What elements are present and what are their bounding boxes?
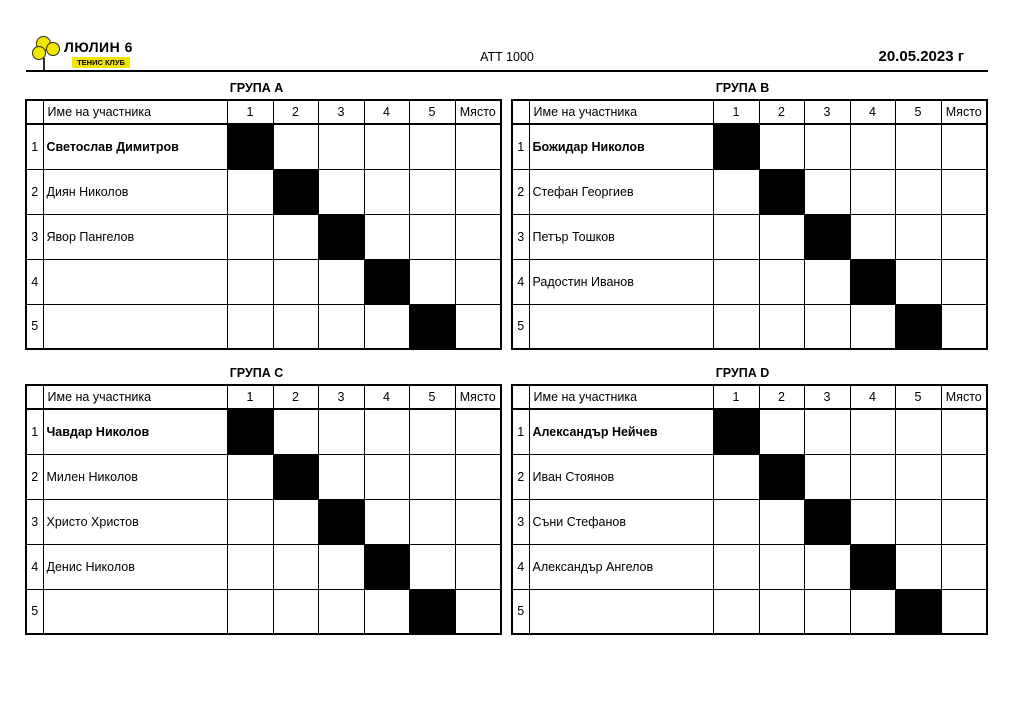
score-cell[interactable] xyxy=(364,409,409,454)
table-row xyxy=(512,214,987,259)
score-cell[interactable] xyxy=(364,124,409,169)
blocked-cell xyxy=(713,124,759,169)
score-cell[interactable] xyxy=(850,499,895,544)
score-cell[interactable] xyxy=(227,454,273,499)
table-row xyxy=(512,409,987,454)
player-name[interactable]: Христо Христов xyxy=(43,499,227,544)
player-name[interactable]: Иван Стоянов xyxy=(529,454,713,499)
player-name[interactable]: Александър Нейчев xyxy=(529,409,713,454)
score-cell[interactable] xyxy=(804,409,850,454)
player-number: 5 xyxy=(512,589,529,634)
score-cell[interactable] xyxy=(804,544,850,589)
score-cell[interactable] xyxy=(895,259,941,304)
score-cell[interactable] xyxy=(364,214,409,259)
blocked-cell xyxy=(273,169,318,214)
score-cell[interactable] xyxy=(713,259,759,304)
player-name[interactable] xyxy=(529,589,713,634)
place-cell[interactable] xyxy=(455,259,501,304)
place-cell[interactable] xyxy=(455,454,501,499)
score-cell[interactable] xyxy=(713,454,759,499)
blocked-cell xyxy=(804,214,850,259)
header-cell-place: Място xyxy=(455,385,501,409)
player-number: 1 xyxy=(26,124,43,169)
player-name[interactable] xyxy=(43,259,227,304)
score-cell[interactable] xyxy=(318,169,364,214)
score-cell[interactable] xyxy=(409,169,455,214)
group-title: ГРУПА В xyxy=(715,81,770,95)
score-cell[interactable] xyxy=(759,259,804,304)
score-cell[interactable] xyxy=(364,499,409,544)
event-date: 20.05.2023 г xyxy=(878,48,964,65)
score-cell[interactable] xyxy=(804,589,850,634)
player-name[interactable]: Съни Стефанов xyxy=(529,499,713,544)
score-cell[interactable] xyxy=(713,544,759,589)
score-cell[interactable] xyxy=(895,454,941,499)
player-number: 1 xyxy=(26,409,43,454)
score-cell[interactable] xyxy=(759,409,804,454)
logo-name: ЛЮЛИН 6 xyxy=(64,39,133,55)
header-cell-num xyxy=(512,100,529,124)
score-cell[interactable] xyxy=(850,454,895,499)
blocked-cell xyxy=(227,124,273,169)
table-row xyxy=(512,454,987,499)
table-row xyxy=(26,124,501,169)
player-name[interactable]: Светослав Димитров xyxy=(43,124,227,169)
blocked-cell xyxy=(759,169,804,214)
place-cell[interactable] xyxy=(455,409,501,454)
header-cell-name: Име на участника xyxy=(43,385,227,409)
score-cell[interactable] xyxy=(759,589,804,634)
score-cell[interactable] xyxy=(409,124,455,169)
header-cell-5: 5 xyxy=(895,385,941,409)
score-cell[interactable] xyxy=(850,589,895,634)
place-cell[interactable] xyxy=(941,259,987,304)
score-cell[interactable] xyxy=(713,499,759,544)
player-name[interactable]: Диян Николов xyxy=(43,169,227,214)
score-cell[interactable] xyxy=(850,304,895,349)
page-header xyxy=(26,36,988,72)
score-cell[interactable] xyxy=(318,259,364,304)
blocked-cell xyxy=(804,499,850,544)
player-number: 2 xyxy=(26,454,43,499)
score-cell[interactable] xyxy=(895,544,941,589)
blocked-cell xyxy=(409,304,455,349)
score-cell[interactable] xyxy=(273,214,318,259)
score-cell[interactable] xyxy=(227,589,273,634)
place-cell[interactable] xyxy=(941,124,987,169)
score-cell[interactable] xyxy=(713,169,759,214)
blocked-cell xyxy=(759,454,804,499)
header-cell-4: 4 xyxy=(850,385,895,409)
player-number: 5 xyxy=(26,589,43,634)
table-header-row xyxy=(26,385,501,409)
score-cell[interactable] xyxy=(227,499,273,544)
score-cell[interactable] xyxy=(227,544,273,589)
blocked-cell xyxy=(850,259,895,304)
table-row xyxy=(512,169,987,214)
group-table xyxy=(511,99,988,350)
place-cell[interactable] xyxy=(941,169,987,214)
score-cell[interactable] xyxy=(713,589,759,634)
table-row xyxy=(512,259,987,304)
score-cell[interactable] xyxy=(364,589,409,634)
score-cell[interactable] xyxy=(895,214,941,259)
blocked-cell xyxy=(713,409,759,454)
score-cell[interactable] xyxy=(409,409,455,454)
score-cell[interactable] xyxy=(804,304,850,349)
place-cell[interactable] xyxy=(455,499,501,544)
score-cell[interactable] xyxy=(273,544,318,589)
place-cell[interactable] xyxy=(455,589,501,634)
score-cell[interactable] xyxy=(759,544,804,589)
table-row xyxy=(26,589,501,634)
player-name[interactable]: Чавдар Николов xyxy=(43,409,227,454)
group-title: ГРУПА С xyxy=(229,366,284,380)
score-cell[interactable] xyxy=(273,304,318,349)
score-cell[interactable] xyxy=(759,214,804,259)
place-cell[interactable] xyxy=(455,304,501,349)
place-cell[interactable] xyxy=(941,499,987,544)
player-number: 1 xyxy=(512,124,529,169)
header-cell-2: 2 xyxy=(759,385,804,409)
score-cell[interactable] xyxy=(804,259,850,304)
player-number: 3 xyxy=(512,499,529,544)
table-row xyxy=(512,589,987,634)
score-cell[interactable] xyxy=(850,214,895,259)
group-table xyxy=(25,384,502,635)
score-cell[interactable] xyxy=(804,169,850,214)
score-cell[interactable] xyxy=(227,259,273,304)
score-cell[interactable] xyxy=(713,214,759,259)
group-c xyxy=(25,362,502,635)
player-number: 2 xyxy=(512,454,529,499)
player-number: 3 xyxy=(512,214,529,259)
header-cell-name: Име на участника xyxy=(529,385,713,409)
blocked-cell xyxy=(364,544,409,589)
place-cell[interactable] xyxy=(941,304,987,349)
blocked-cell xyxy=(318,214,364,259)
table-row xyxy=(26,214,501,259)
blocked-cell xyxy=(364,259,409,304)
header-cell-4: 4 xyxy=(850,100,895,124)
player-name[interactable]: Александър Ангелов xyxy=(529,544,713,589)
group-b xyxy=(511,77,988,350)
player-number: 5 xyxy=(26,304,43,349)
table-row xyxy=(512,124,987,169)
group-table xyxy=(25,99,502,350)
header-divider xyxy=(26,70,988,72)
event-title: ATT 1000 xyxy=(480,50,534,64)
player-number: 1 xyxy=(512,409,529,454)
group-a xyxy=(25,77,502,350)
blocked-cell xyxy=(850,544,895,589)
logo-subtitle: ТЕНИС КЛУБ xyxy=(72,57,130,68)
score-cell[interactable] xyxy=(850,409,895,454)
score-cell[interactable] xyxy=(895,499,941,544)
place-cell[interactable] xyxy=(941,409,987,454)
player-number: 4 xyxy=(26,259,43,304)
header-cell-2: 2 xyxy=(273,385,318,409)
score-cell[interactable] xyxy=(227,304,273,349)
header-cell-2: 2 xyxy=(273,100,318,124)
score-cell[interactable] xyxy=(318,409,364,454)
player-name[interactable]: Денис Николов xyxy=(43,544,227,589)
header-cell-3: 3 xyxy=(804,385,850,409)
player-name[interactable]: Радостин Иванов xyxy=(529,259,713,304)
blocked-cell xyxy=(895,304,941,349)
score-cell[interactable] xyxy=(273,124,318,169)
score-cell[interactable] xyxy=(318,454,364,499)
table-row xyxy=(26,259,501,304)
header-cell-num xyxy=(512,385,529,409)
place-cell[interactable] xyxy=(941,214,987,259)
place-cell[interactable] xyxy=(941,544,987,589)
score-cell[interactable] xyxy=(273,499,318,544)
header-cell-5: 5 xyxy=(895,100,941,124)
header-cell-name: Име на участника xyxy=(43,100,227,124)
table-header-row xyxy=(512,385,987,409)
header-cell-2: 2 xyxy=(759,100,804,124)
group-table xyxy=(511,384,988,635)
score-cell[interactable] xyxy=(409,214,455,259)
player-number: 3 xyxy=(26,499,43,544)
score-cell[interactable] xyxy=(895,124,941,169)
score-cell[interactable] xyxy=(227,214,273,259)
header-cell-place: Място xyxy=(941,385,987,409)
score-cell[interactable] xyxy=(364,304,409,349)
table-row xyxy=(512,544,987,589)
header-cell-4: 4 xyxy=(364,100,409,124)
header-cell-3: 3 xyxy=(804,100,850,124)
score-cell[interactable] xyxy=(273,589,318,634)
score-cell[interactable] xyxy=(409,259,455,304)
table-row xyxy=(26,304,501,349)
score-cell[interactable] xyxy=(759,304,804,349)
score-cell[interactable] xyxy=(713,304,759,349)
blocked-cell xyxy=(409,589,455,634)
place-cell[interactable] xyxy=(455,124,501,169)
place-cell[interactable] xyxy=(941,454,987,499)
blocked-cell xyxy=(318,499,364,544)
group-d xyxy=(511,362,988,635)
header-cell-1: 1 xyxy=(713,100,759,124)
player-name[interactable] xyxy=(43,304,227,349)
score-cell[interactable] xyxy=(759,499,804,544)
table-row xyxy=(512,499,987,544)
player-number: 4 xyxy=(512,259,529,304)
player-name[interactable]: Стефан Георгиев xyxy=(529,169,713,214)
header-cell-place: Място xyxy=(455,100,501,124)
group-title: ГРУПА D xyxy=(715,366,770,380)
blocked-cell xyxy=(895,589,941,634)
header-cell-1: 1 xyxy=(227,100,273,124)
table-row xyxy=(26,544,501,589)
player-name[interactable] xyxy=(529,304,713,349)
player-number: 4 xyxy=(512,544,529,589)
table-row xyxy=(26,409,501,454)
header-cell-1: 1 xyxy=(713,385,759,409)
player-number: 3 xyxy=(26,214,43,259)
score-cell[interactable] xyxy=(804,124,850,169)
score-cell[interactable] xyxy=(273,409,318,454)
score-cell[interactable] xyxy=(409,454,455,499)
place-cell[interactable] xyxy=(941,589,987,634)
score-cell[interactable] xyxy=(804,454,850,499)
player-name[interactable]: Милен Николов xyxy=(43,454,227,499)
score-cell[interactable] xyxy=(364,169,409,214)
header-cell-place: Място xyxy=(941,100,987,124)
table-row xyxy=(26,454,501,499)
player-name[interactable]: Петър Тошков xyxy=(529,214,713,259)
header-cell-name: Име на участника xyxy=(529,100,713,124)
score-cell[interactable] xyxy=(364,454,409,499)
score-cell[interactable] xyxy=(318,304,364,349)
header-cell-num xyxy=(26,100,43,124)
header-cell-3: 3 xyxy=(318,385,364,409)
table-row xyxy=(512,304,987,349)
player-number: 2 xyxy=(26,169,43,214)
score-cell[interactable] xyxy=(895,169,941,214)
place-cell[interactable] xyxy=(455,544,501,589)
blocked-cell xyxy=(273,454,318,499)
score-cell[interactable] xyxy=(227,169,273,214)
header-cell-1: 1 xyxy=(227,385,273,409)
group-title: ГРУПА А xyxy=(229,81,284,95)
table-row xyxy=(26,169,501,214)
score-cell[interactable] xyxy=(409,544,455,589)
place-cell[interactable] xyxy=(455,214,501,259)
score-cell[interactable] xyxy=(759,124,804,169)
table-row xyxy=(26,499,501,544)
header-cell-4: 4 xyxy=(364,385,409,409)
header-cell-3: 3 xyxy=(318,100,364,124)
header-cell-num xyxy=(26,385,43,409)
header-cell-5: 5 xyxy=(409,100,455,124)
score-cell[interactable] xyxy=(318,589,364,634)
header-cell-5: 5 xyxy=(409,385,455,409)
player-number: 2 xyxy=(512,169,529,214)
table-header-row xyxy=(26,100,501,124)
player-name[interactable]: Явор Пангелов xyxy=(43,214,227,259)
place-cell[interactable] xyxy=(455,169,501,214)
score-cell[interactable] xyxy=(273,259,318,304)
player-name[interactable] xyxy=(43,589,227,634)
score-cell[interactable] xyxy=(850,169,895,214)
score-cell[interactable] xyxy=(850,124,895,169)
table-header-row xyxy=(512,100,987,124)
score-cell[interactable] xyxy=(409,499,455,544)
score-cell[interactable] xyxy=(318,544,364,589)
score-cell[interactable] xyxy=(895,409,941,454)
player-number: 5 xyxy=(512,304,529,349)
score-cell[interactable] xyxy=(318,124,364,169)
player-name[interactable]: Божидар Николов xyxy=(529,124,713,169)
blocked-cell xyxy=(227,409,273,454)
player-number: 4 xyxy=(26,544,43,589)
